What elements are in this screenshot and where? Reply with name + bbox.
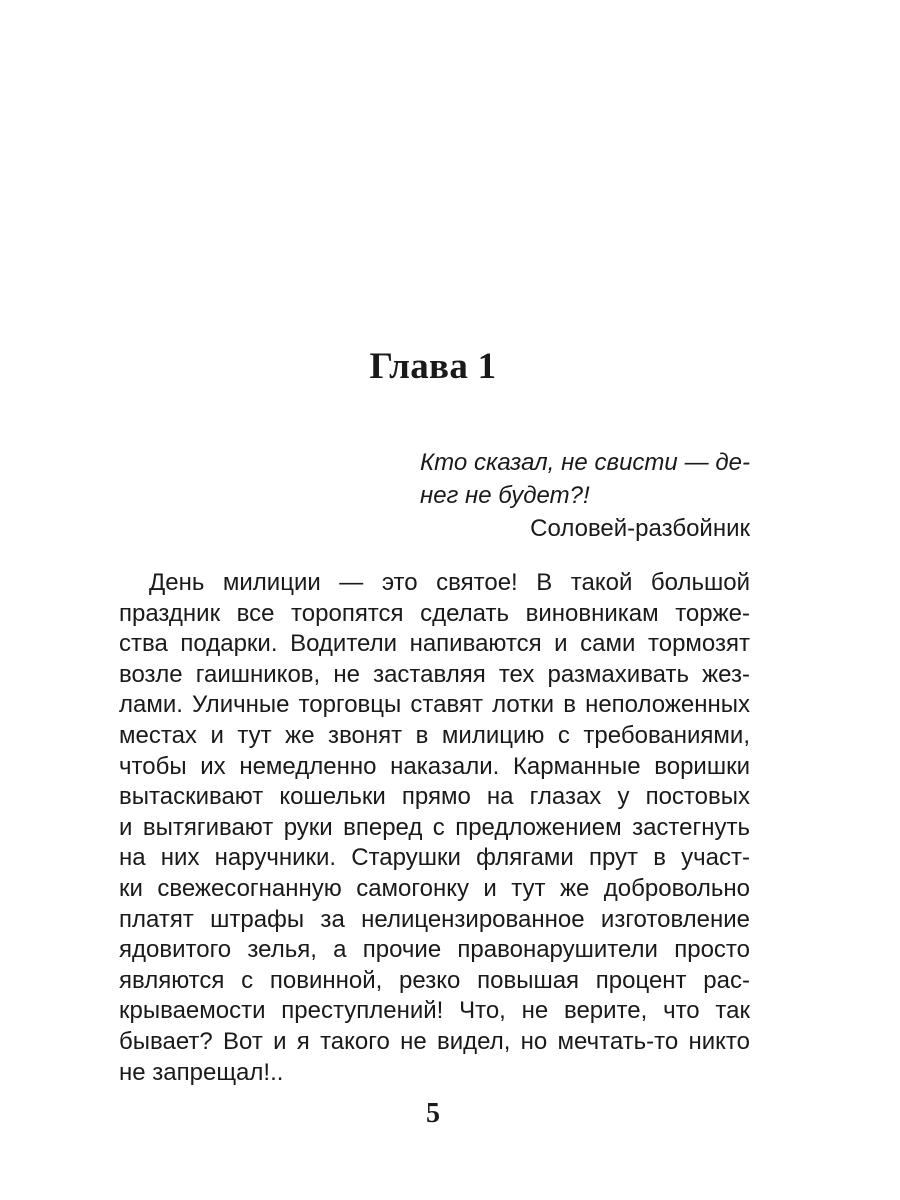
epigraph-line: нег не будет?! [420,482,590,509]
body-line: платят штрафы за нелицензированное изготовление [119,905,750,933]
body-line: не запрещал!.. [119,1058,284,1086]
body-line: ки свежесогнанную самогонку и тут же добровольно [119,874,750,902]
body-line: и вытягивают руки вперед с предложением застегнуть [119,813,750,841]
body-line: вытаскивают кошельки прямо на глазах у постовых [119,783,750,811]
body-line: местах и тут же звонят в милицию с требованиями, [119,721,750,749]
body-line: являются с повинной, резко повышая процент рас- [119,966,750,994]
chapter-title: Глава 1 [369,346,497,387]
body-line: День милиции — это святое! В такой большой [149,569,750,596]
body-paragraph [119,568,750,1088]
epigraph [420,446,750,545]
body-line: чтобы их немедленно наказали. Карманные воришки [119,752,750,780]
body-line: возле гаишников, не заставляя тех размахивать жез- [119,660,750,688]
body-line: лами. Уличные торговцы ставят лотки в неположенных [119,691,750,719]
body-line: бывает? Вот и я такого не видел, но мечтать-то никто [119,1027,750,1055]
body-line: ства подарки. Водители напиваются и сами тормозят [119,630,750,658]
body-line: на них наручники. Старушки флягами прут в участ- [119,844,750,872]
body-line: ядовитого зелья, а прочие правонарушители просто [119,936,750,964]
body-line: праздник все торопятся сделать виновникам торже- [119,599,750,627]
epigraph-author: Соловей-разбойник [530,515,750,542]
body-line: крываемости преступлений! Что, не верите, что так [119,997,750,1025]
page-number: 5 [426,1098,440,1129]
epigraph-line: Кто сказал, не свисти — де- [420,449,750,476]
